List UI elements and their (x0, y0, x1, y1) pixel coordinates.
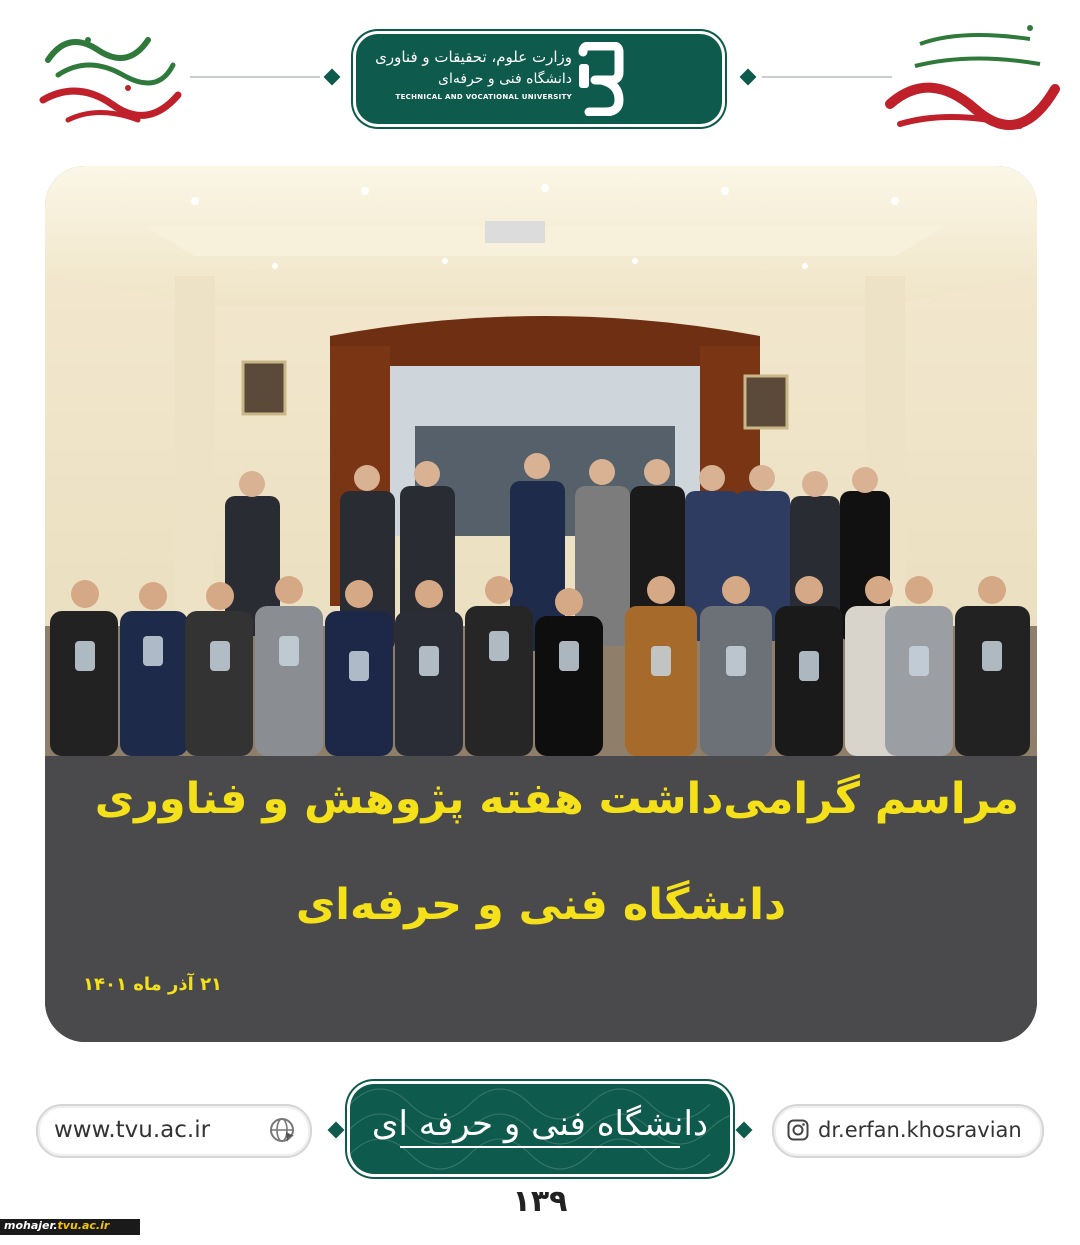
production-slogan-logo (880, 14, 1060, 134)
website-link[interactable]: www.tvu.ac.ir (54, 1117, 211, 1143)
government-slogan-logo (28, 20, 188, 130)
footer-university-title (350, 1104, 730, 1144)
watermark-domain: tvu.ac.ir (57, 1219, 110, 1232)
website-pill[interactable] (36, 1104, 312, 1158)
slogan-calligraphy-image (28, 20, 188, 130)
slogan-calligraphy-image (880, 14, 1060, 134)
diamond-icon (736, 1122, 753, 1139)
footer-title-underline (400, 1146, 680, 1148)
header-divider-left (190, 76, 320, 78)
footer-title-text: دانشگاه فنی و حرفه ای (371, 1104, 709, 1144)
diamond-icon (740, 69, 757, 86)
watermark-text (4, 1219, 109, 1232)
event-date: ۲۱ آذر ماه ۱۴۰۱ (83, 974, 223, 995)
diamond-icon (324, 69, 341, 86)
news-card (45, 166, 1037, 1042)
header-divider-right (762, 76, 892, 78)
watermark-prefix: mohajer. (4, 1219, 58, 1232)
university-header-badge (356, 34, 722, 124)
university-english-name: TECHNICAL AND VOCATIONAL UNIVERSITY (395, 93, 572, 101)
caption-title-line1: مراسم گرامی‌داشت هفته پژوهش و فناوری (94, 774, 1019, 824)
university-footer-badge (350, 1084, 730, 1174)
instagram-pill[interactable] (772, 1104, 1044, 1158)
diamond-icon (328, 1122, 345, 1139)
watermark-stripe (0, 1219, 140, 1235)
ceremony-group-photo (45, 166, 1037, 756)
instagram-icon (787, 1119, 809, 1141)
university-name-block (375, 46, 572, 104)
ministry-line: وزارت علوم، تحقیقات و فناوری (375, 48, 572, 66)
globe-icon (268, 1116, 296, 1144)
university-line: دانشگاه فنی و حرفه‌ای (438, 71, 572, 87)
instagram-handle[interactable]: dr.erfan.khosravian (818, 1118, 1022, 1142)
caption-title-line2: دانشگاه فنی و حرفه‌ای (295, 880, 787, 930)
tvu-logo-icon (575, 42, 627, 116)
page-number: ۱۳۹ (512, 1184, 568, 1219)
caption-panel (45, 756, 1037, 1042)
